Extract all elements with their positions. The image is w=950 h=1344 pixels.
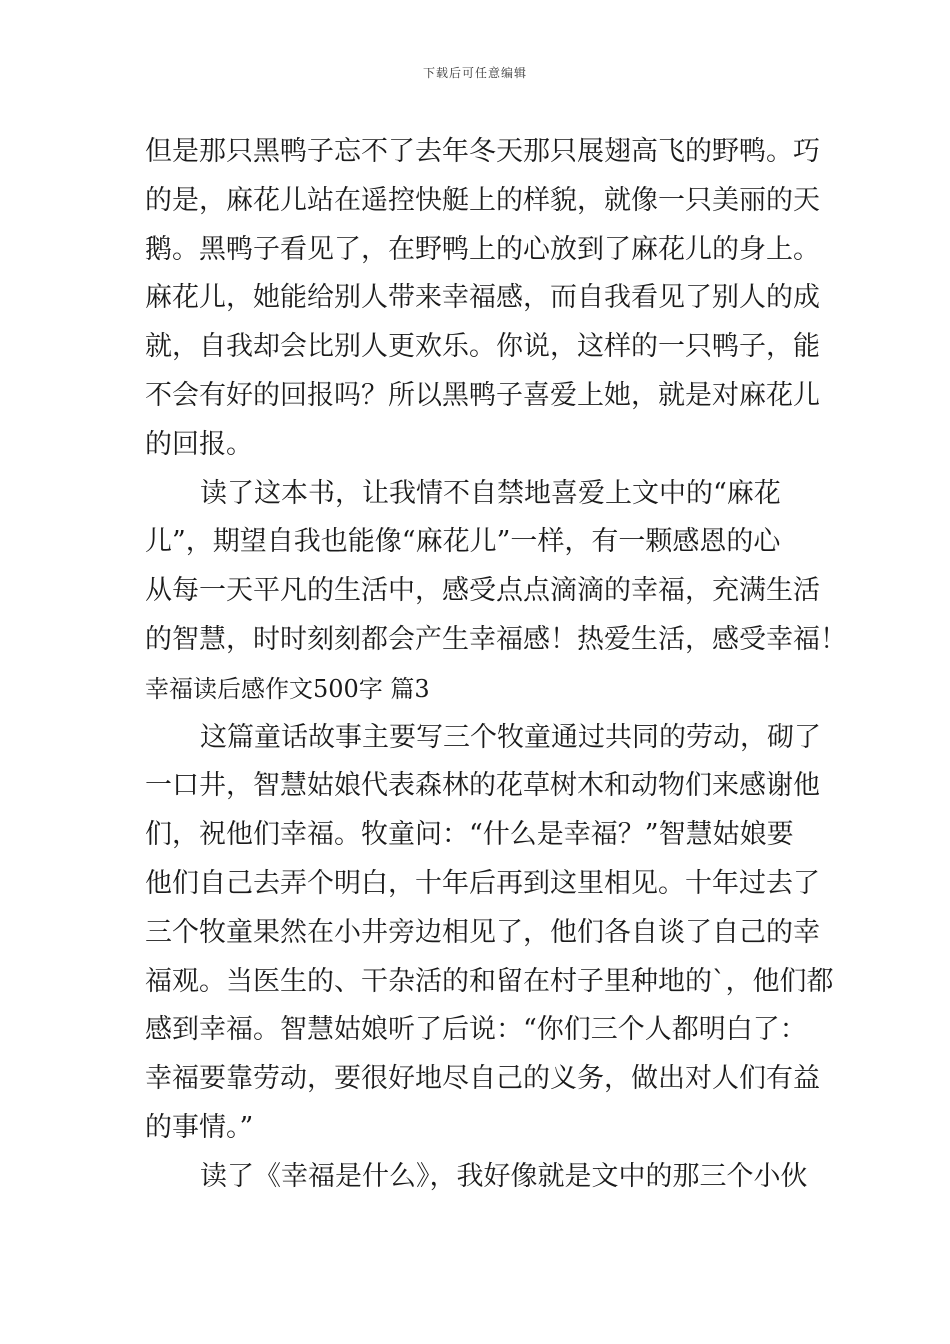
page-header: 下载后可任意编辑 [422,66,527,80]
text-line: 幸福要靠劳动，要很好地尽自己的义务，做出对人们有益 [145,1063,820,1095]
text-line: 但是那只黑鸭子忘不了去年冬天那只展翅高飞的野鸭。巧 [145,136,820,167]
text-line: 三个牧童果然在小井旁边相见了，他们各自谈了自己的幸 [145,916,820,948]
section-heading: 幸福读后感作文500字 篇3 [145,674,430,703]
text-line: 儿”，期望自我也能像“麻花儿”一样，有一颗感恩的心 [145,526,781,558]
text-line: 他们自己去弄个明白，十年后再到这里相见。十年过去了 [145,867,820,899]
text-line: 鹅。黑鸭子看见了，在野鸭上的心放到了麻花儿的身上。 [145,233,820,265]
text-line: 们，祝他们幸福。牧童问：“什么是幸福？”智慧姑娘要 [145,819,794,851]
text-line: 福观。当医生的、干杂活的和留在村子里种地的`，他们都 [145,965,834,997]
text-line: 的事情。” [145,1111,254,1143]
text-line: 感到幸福。智慧姑娘听了后说：“你们三个人都明白了： [145,1014,807,1046]
text-line: 一口井，智慧姑娘代表森林的花草树木和动物们来感谢他 [145,770,820,802]
paragraph-start-line: 读了《幸福是什么》，我好像就是文中的那三个小伙 [200,1160,808,1192]
document-body [145,128,847,1202]
text-line: 就，自我却会比别人更欢乐。你说，这样的一只鸭子，能 [145,331,820,363]
text-line: 从每一天平凡的生活中，感受点点滴滴的幸福，充满生活 [145,575,820,607]
text-line: 不会有好的回报吗？所以黑鸭子喜爱上她，就是对麻花儿 [145,379,820,411]
text-line: 的回报。 [145,428,253,460]
text-line: 的智慧，时时刻刻都会产生幸福感！热爱生活，感受幸福！ [145,623,847,655]
text-line: 麻花儿，她能给别人带来幸福感，而自我看见了别人的成 [145,282,820,314]
text-line: 的是，麻花儿站在遥控快艇上的样貌，就像一只美丽的天 [145,184,820,216]
paragraph-start-line: 读了这本书，让我情不自禁地喜爱上文中的“麻花 [200,477,781,509]
paragraph-start-line: 这篇童话故事主要写三个牧童通过共同的劳动，砌了 [200,721,821,753]
